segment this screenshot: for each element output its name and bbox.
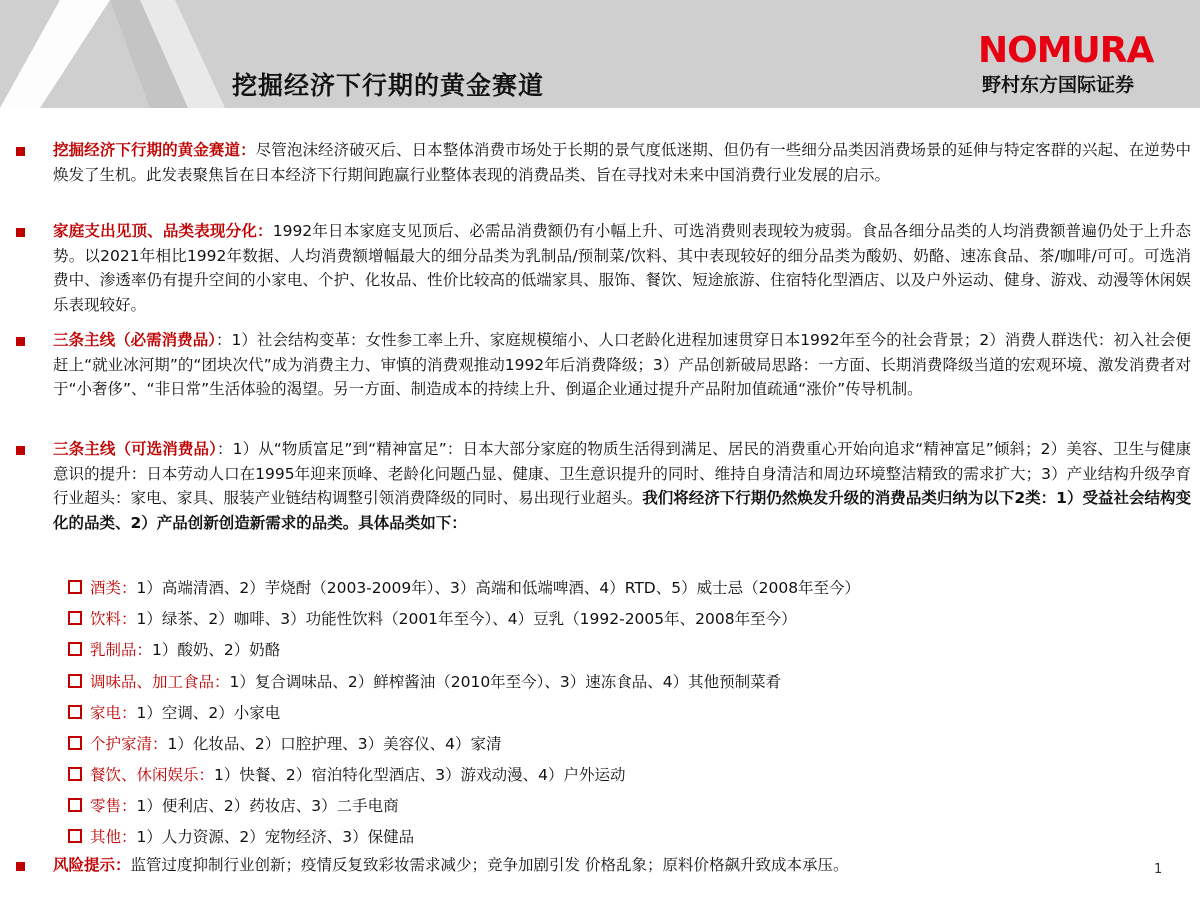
logo-subtitle: 野村东方国际证券 [982,74,1135,96]
risk-heading: 风险提示： [53,856,131,874]
category-items: 1）快餐、2）宿泊特化型酒店、3）游戏动漫、4）户外运动 [214,766,626,784]
paragraph-heading: 三条主线（必需消费品） [53,331,216,349]
paragraph-body: 1992年日本家庭支见顶后、必需品消费额仍有小幅上升、可选消费则表现较为疲弱。食品各细分品类的人均消费额普遍仍处于上升态势。以2021年相比1992年数据、人均消费额增幅最大的细分品类为乳制品/预制菜/饮料、其中表现较好的细分品类为酸奶、奶酪、速冻食品、茶/咖啡/可可。可选消费中、渗透率仍有提升空间的小家电、个护、化妆品、性价比较高的低端家具、服饰、餐饮、短途旅游、住宿特化型酒店、以及户外运动、健身、游戏、动漫等休闲娱乐表现较好。 [53,222,1191,314]
category-items: 1）高端清酒、2）芋烧酎（2003-2009年）、3）高端和低端啤酒、4）RTD、5）威士忌（2008年至今） [136,579,861,597]
header-decor-shapes [0,0,240,108]
paragraph-household-spending [53,219,1191,317]
category-items: 1）绿茶、2）咖啡、3）功能性饮料（2001年至今）、4）豆乳（1992-2005年、2008年至今） [136,610,797,628]
bullet-square-icon [16,228,25,237]
category-item [68,576,860,600]
paragraph-body: ：1）从“物质富足”到“精神富足”：日本大部分家庭的物质生活得到满足、居民的消费重心开始向追求“精神富足”倾斜；2）美容、卫生与健康意识的提升：日本劳动人口在1995年迎来顶峰、老龄化问题凸显、健康、卫生意识提升的同时、维持自身清洁和周边环境整洁精致的需求扩大；3）产业结构升级孕育行业超头：家电、家具、服装产业链结构调整引领消费降级的同时、易出现行业超头。 [53,440,1191,507]
category-item [68,670,781,694]
category-label: 调味品、加工食品： [90,673,230,691]
checkbox-square-icon [68,705,82,719]
category-items: 1）化妆品、2）口腔护理、3）美容仪、4）家清 [167,735,502,753]
page-number: 1 [1154,862,1163,877]
paragraph-body: 尽管泡沫经济破灭后、日本整体消费市场处于长期的景气度低迷期、但仍有一些细分品类因消费场景的延伸与特定客群的兴起、在逆势中焕发了生机。此发表聚焦旨在日本经济下行期间跑赢行业整体表现的消费品类、旨在寻找对未来中国消费行业发展的启示。 [53,141,1191,184]
category-item [68,794,399,818]
checkbox-square-icon [68,767,82,781]
checkbox-square-icon [68,798,82,812]
checkbox-square-icon [68,611,82,625]
paragraph-golden-track [53,138,1191,187]
category-item [68,607,797,631]
category-label: 家电： [90,704,137,722]
paragraph-discretionary [53,437,1191,535]
category-item [68,763,625,787]
paragraph-heading: 挖掘经济下行期的黄金赛道： [53,141,256,159]
category-item [68,732,501,756]
category-items: 1）空调、2）小家电 [136,704,281,722]
category-label: 零售： [90,797,137,815]
paragraph-risk [53,853,1191,878]
checkbox-square-icon [68,580,82,594]
category-items: 1）人力资源、2）宠物经济、3）保健品 [136,828,415,846]
category-label: 餐饮、休闲娱乐： [90,766,215,784]
decor-white-stripe [0,0,110,108]
checkbox-square-icon [68,736,82,750]
category-items: 1）酸奶、2）奶酪 [152,641,281,659]
checkbox-square-icon [68,642,82,656]
category-items: 1）复合调味品、2）鲜榨酱油（2010年至今）、3）速冻食品、4）其他预制菜肴 [229,673,782,691]
paragraph-necessities [53,328,1191,402]
risk-body: 监管过度抑制行业创新；疫情反复致彩妆需求减少；竞争加剧引发 价格乱象；原料价格飙升致成本承压。 [130,856,849,874]
category-item [68,638,280,662]
paragraph-body: ：1）社会结构变革：女性参工率上升、家庭规模缩小、人口老龄化进程加速贯穿日本1992年至今的社会背景；2）消费人群迭代：初入社会便赶上“就业冰河期”的“团块次代”成为消费主力、审慎的消费观推动1992年后消费降级；3）产品创新破局思路：一方面、长期消费降级当道的宏观环境、激发消费者对于“小奢侈”、“非日常”生活体验的渴望。另一方面、制造成本的持续上升、倒逼企业通过提升产品附加值疏通“涨价”传导机制。 [53,331,1191,398]
bullet-square-icon [16,147,25,156]
bullet-square-icon [16,862,25,871]
category-label: 饮料： [90,610,137,628]
paragraph-heading: 三条主线（可选消费品） [53,440,217,458]
bullet-square-icon [16,446,25,455]
paragraph-emphasis: 我们将经济下行期仍然焕发升级的消费品类归纳为以下2类：1）受益社会结构变化的品类、2）产品创新创造新需求的品类。具体品类如下： [53,489,1191,532]
category-label: 其他： [90,828,137,846]
header-band [0,0,1200,108]
paragraph-heading: 家庭支出见顶、品类表现分化： [53,222,273,240]
category-item [68,701,280,725]
category-label: 酒类： [90,579,137,597]
category-label: 个护家清： [90,735,168,753]
page-title: 挖掘经济下行期的黄金赛道 [232,71,545,100]
checkbox-square-icon [68,829,82,843]
category-label: 乳制品： [90,641,153,659]
category-items: 1）便利店、2）药妆店、3）二手电商 [136,797,399,815]
category-item [68,825,414,849]
nomura-logo: NOMURA [978,30,1154,71]
bullet-square-icon [16,337,25,346]
checkbox-square-icon [68,674,82,688]
